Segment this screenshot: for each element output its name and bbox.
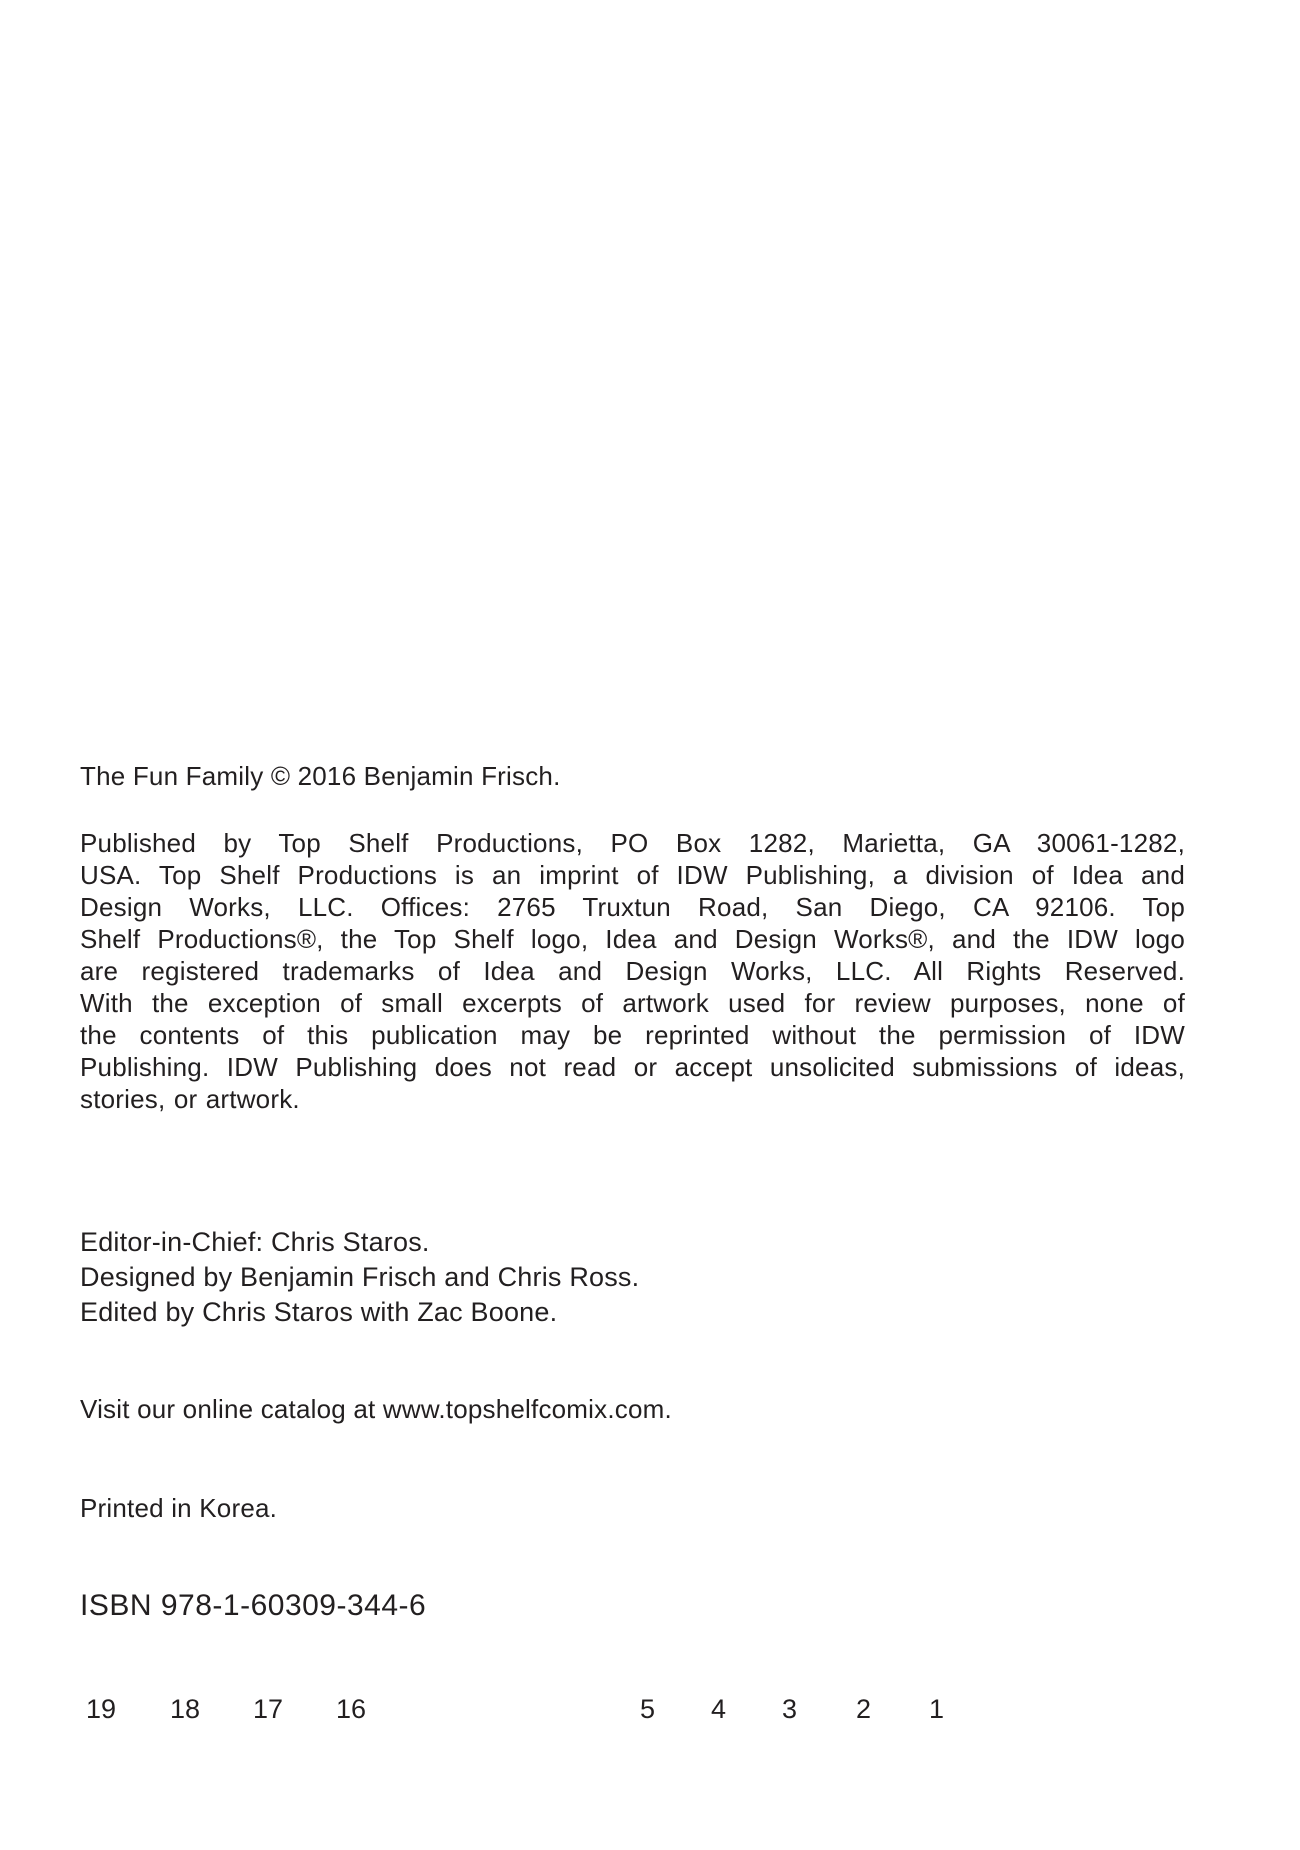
printers-key-number: 3 xyxy=(782,1694,798,1724)
legal-paragraph-line: Published by Top Shelf Productions, PO Box 1282, Marietta, GA 30061-1282, xyxy=(80,828,1185,858)
printers-key-number: 2 xyxy=(856,1694,872,1724)
credit-designed-by: Designed by Benjamin Frisch and Chris Ross. xyxy=(80,1262,640,1292)
isbn-line: ISBN 978-1-60309-344-6 xyxy=(80,1589,427,1622)
legal-paragraph-line: With the exception of small excerpts of artwork used for review purposes, none of xyxy=(80,988,1185,1018)
legal-paragraph-line: the contents of this publication may be reprinted without the permission of IDW xyxy=(80,1020,1185,1050)
printers-key-number: 1 xyxy=(929,1694,945,1724)
legal-paragraph-line: Shelf Productions®, the Top Shelf logo, Idea and Design Works®, and the IDW logo xyxy=(80,924,1185,954)
legal-paragraph-line: stories, or artwork. xyxy=(80,1084,300,1114)
legal-paragraph-line: USA. Top Shelf Productions is an imprint of IDW Publishing, a division of Idea and xyxy=(80,860,1185,890)
printers-key-number: 18 xyxy=(170,1694,201,1724)
printers-key-number: 4 xyxy=(711,1694,727,1724)
printers-key-row xyxy=(0,1692,1300,1726)
legal-paragraph-line: Design Works, LLC. Offices: 2765 Truxtun Road, San Diego, CA 92106. Top xyxy=(80,892,1185,922)
credits-block xyxy=(80,1225,639,1330)
online-catalog-line: Visit our online catalog at www.topshelfcomix.com. xyxy=(80,1394,672,1424)
copyright-statement: The Fun Family © 2016 Benjamin Frisch. xyxy=(80,761,561,791)
credit-edited-by: Edited by Chris Staros with Zac Boone. xyxy=(80,1297,558,1327)
printers-key-number: 16 xyxy=(336,1694,367,1724)
legal-paragraph xyxy=(80,827,1185,1115)
credit-editor-in-chief: Editor-in-Chief: Chris Staros. xyxy=(80,1227,430,1257)
legal-paragraph-line: are registered trademarks of Idea and Design Works, LLC. All Rights Reserved. xyxy=(80,956,1185,986)
printers-key-number: 19 xyxy=(86,1694,117,1724)
printers-key-number: 5 xyxy=(640,1694,656,1724)
legal-paragraph-line: Publishing. IDW Publishing does not read or accept unsolicited submissions of ideas, xyxy=(80,1052,1185,1082)
printers-key-number: 17 xyxy=(253,1694,284,1724)
printed-in-line: Printed in Korea. xyxy=(80,1493,278,1523)
